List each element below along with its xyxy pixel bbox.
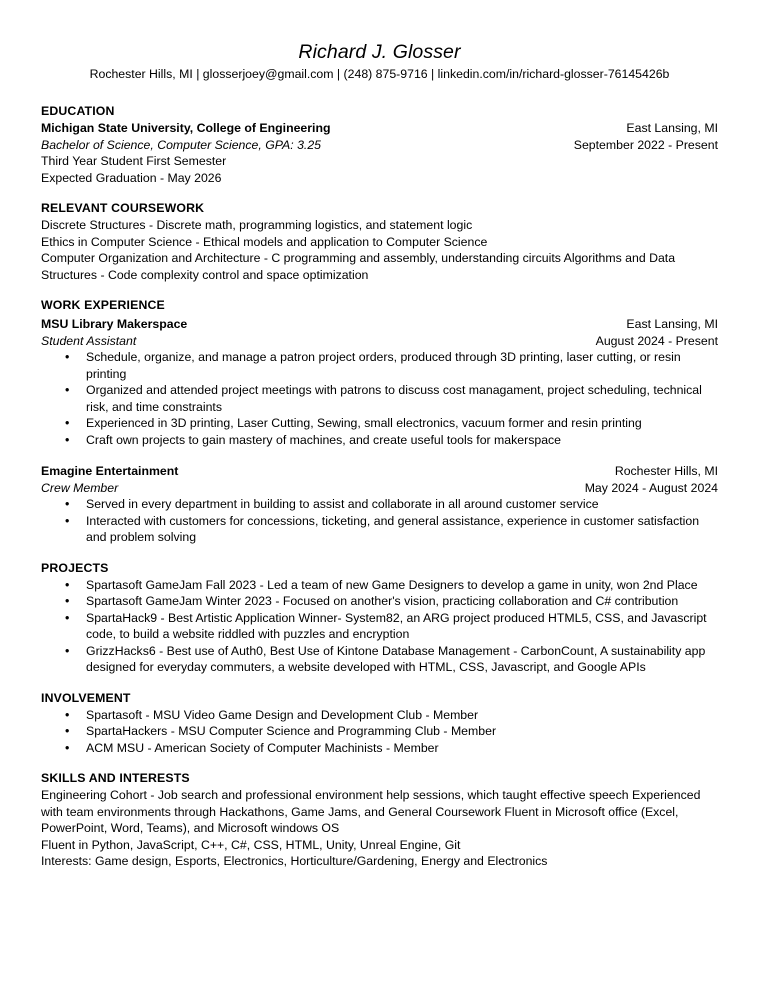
education-school: Michigan State University, College of Engineering <box>41 121 331 135</box>
section-coursework <box>41 200 718 283</box>
work-entry <box>41 463 718 546</box>
work-bullet: • Organized and attended project meetings with patrons to discuss cost managament, project scheduling, technical risk, and time constraints <box>41 382 718 415</box>
work-title: Student Assistant <box>41 333 137 348</box>
work-employer-row <box>41 316 718 333</box>
education-degree: Bachelor of Science, Computer Science, GPA: 3.25 <box>41 137 322 152</box>
contact-line: Rochester Hills, MI | glosserjoey@gmail.com | (248) 875-9716 | linkedin.com/in/richard-glosser-76145426b <box>89 67 670 81</box>
section-heading-coursework: RELEVANT COURSEWORK <box>41 201 205 215</box>
coursework-line: Discrete Structures - Discrete math, programming logistics, and statement logic <box>41 218 473 232</box>
section-projects <box>41 560 718 676</box>
education-school-row <box>41 120 718 137</box>
education-graduation: Expected Graduation - May 2026 <box>41 170 222 185</box>
skills-line: Engineering Cohort - Job search and professional environment help sessions, which taught effective speech Experienced with team environments through Hackathons, Game Jams, and General Coursework Fluent in Microsoft office (Excel, PowerPoint, Word, Teams), and Microsoft windows OS <box>41 788 701 835</box>
skills-line: Interests: Game design, Esports, Electronics, Horticulture/Gardening, Energy and Electronics <box>41 854 548 868</box>
projects-bullet-list <box>41 577 718 676</box>
work-dates: August 2024 - Present <box>595 333 718 348</box>
section-involvement <box>41 690 718 757</box>
involvement-bullet: • Spartasoft - MSU Video Game Design and Development Club - Member <box>41 707 718 724</box>
work-employer: Emagine Entertainment <box>41 464 179 478</box>
section-heading-projects: PROJECTS <box>41 560 109 575</box>
work-title: Crew Member <box>41 480 119 495</box>
project-bullet: • Spartasoft GameJam Fall 2023 - Led a team of new Game Designers to develop a game in unity, won 2nd Place <box>41 577 718 594</box>
education-standing: Third Year Student First Semester <box>41 154 227 168</box>
candidate-name: Richard J. Glosser <box>298 41 461 63</box>
work-bullet: • Experienced in 3D printing, Laser Cutting, Sewing, small electronics, vacuum former and resin printing <box>41 415 718 432</box>
work-entry <box>41 316 718 448</box>
involvement-bullet: • ACM MSU - American Society of Computer Machinists - Member <box>41 740 718 757</box>
work-title-row <box>41 333 718 350</box>
work-bullet-list <box>41 496 718 546</box>
coursework-line: Ethics in Computer Science - Ethical models and application to Computer Science <box>41 234 488 249</box>
section-skills-and-interests <box>41 770 718 870</box>
section-heading-skills: SKILLS AND INTERESTS <box>41 771 190 785</box>
work-employer: MSU Library Makerspace <box>41 317 188 331</box>
work-location: East Lansing, MI <box>626 317 718 331</box>
education-location: East Lansing, MI <box>626 121 718 135</box>
involvement-bullet-list <box>41 707 718 757</box>
project-bullet: • Spartasoft GameJam Winter 2023 - Focused on another's vision, practicing collaboration and C# contribution <box>41 593 718 610</box>
work-bullet: • Schedule, organize, and manage a patron project orders, produced through 3D printing, laser cutting, or resin printing <box>41 349 718 382</box>
coursework-line: Computer Organization and Architecture - C programming and assembly, understanding circuits Algorithms and Data Structures - Code complexity control and space optimization <box>41 251 676 282</box>
work-bullet: • Craft own projects to gain mastery of machines, and create useful tools for makerspace <box>41 432 718 449</box>
work-dates: May 2024 - August 2024 <box>584 480 718 495</box>
project-bullet: • SpartaHack9 - Best Artistic Application Winner- System82, an ARG project produced HTML5, CSS, and Javascript code, to build a website riddled with puzzles and encryption <box>41 610 718 643</box>
work-bullet: • Interacted with customers for concessions, ticketing, and general assistance, experience in customer satisfaction and problem solving <box>41 513 718 546</box>
work-bullet-list <box>41 349 718 448</box>
resume-header <box>41 40 718 84</box>
involvement-bullet: • SpartaHackers - MSU Computer Science and Programming Club - Member <box>41 723 718 740</box>
work-location: Rochester Hills, MI <box>614 464 718 478</box>
work-employer-row <box>41 463 718 480</box>
work-title-row <box>41 480 718 497</box>
skills-line: Fluent in Python, JavaScript, C++, C#, CSS, HTML, Unity, Unreal Engine, Git <box>41 837 461 852</box>
section-heading-education: EDUCATION <box>41 104 115 118</box>
project-bullet: • GrizzHacks6 - Best use of Auth0, Best Use of Kintone Database Management - CarbonCount, A sustainability app designed for everyday commuters, a website developed with HTML, CSS, Javascript, and Google APIs <box>41 643 718 676</box>
section-heading-involvement: INVOLVEMENT <box>41 690 131 705</box>
education-degree-row <box>41 137 718 154</box>
section-heading-work-experience: WORK EXPERIENCE <box>41 298 165 312</box>
work-bullet: • Served in every department in building to assist and collaborate in all around customer service <box>41 496 718 513</box>
section-work-experience <box>41 297 718 546</box>
section-education <box>41 103 718 186</box>
education-dates: September 2022 - Present <box>573 137 718 152</box>
